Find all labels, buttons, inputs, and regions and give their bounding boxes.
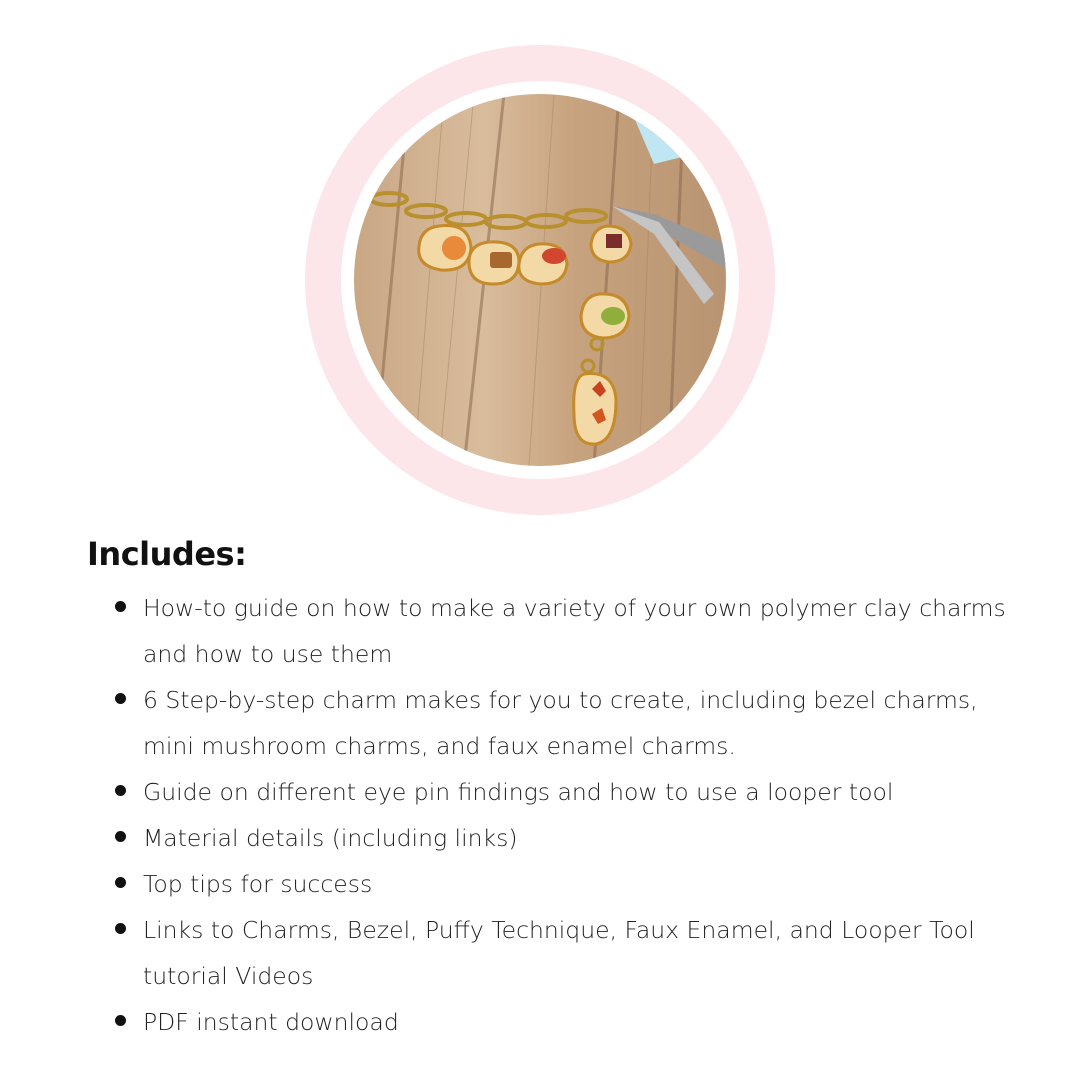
list-item-text: Guide on different eye pin findings and how to use a looper tool [143, 778, 894, 806]
list-item-text: Material details (including links) [143, 824, 518, 852]
list-item [111, 861, 1011, 907]
includes-heading: Includes: [87, 535, 247, 573]
list-item [111, 999, 1011, 1045]
bullet-icon [115, 601, 126, 612]
bullet-icon [115, 923, 126, 934]
list-item-text: PDF instant download [143, 1008, 399, 1036]
photo-frame-inner [341, 81, 739, 479]
bullet-icon [115, 785, 126, 796]
list-item-text: Links to Charms, Bezel, Puffy Technique, Faux Enamel, and Looper Tool tutorial Videos [143, 916, 975, 990]
list-item [111, 815, 1011, 861]
bullet-icon [115, 877, 126, 888]
list-item-text: How-to guide on how to make a variety of your own polymer clay charms and how to use them [143, 594, 1006, 668]
list-item [111, 907, 1011, 999]
list-item [111, 769, 1011, 815]
list-item [111, 585, 1011, 677]
photo-frame-ring [305, 45, 775, 515]
list-item [111, 677, 1011, 769]
includes-list [111, 585, 1011, 1045]
bullet-icon [115, 1015, 126, 1026]
bullet-icon [115, 693, 126, 704]
list-item-text: Top tips for success [143, 870, 373, 898]
charm-bracelet-illustration [354, 94, 726, 466]
bullet-icon [115, 831, 126, 842]
list-item-text: 6 Step-by-step charm makes for you to create, including bezel charms, mini mushroom charms, and faux enamel charms. [143, 686, 978, 760]
charm-bracelet-photo [354, 94, 726, 466]
